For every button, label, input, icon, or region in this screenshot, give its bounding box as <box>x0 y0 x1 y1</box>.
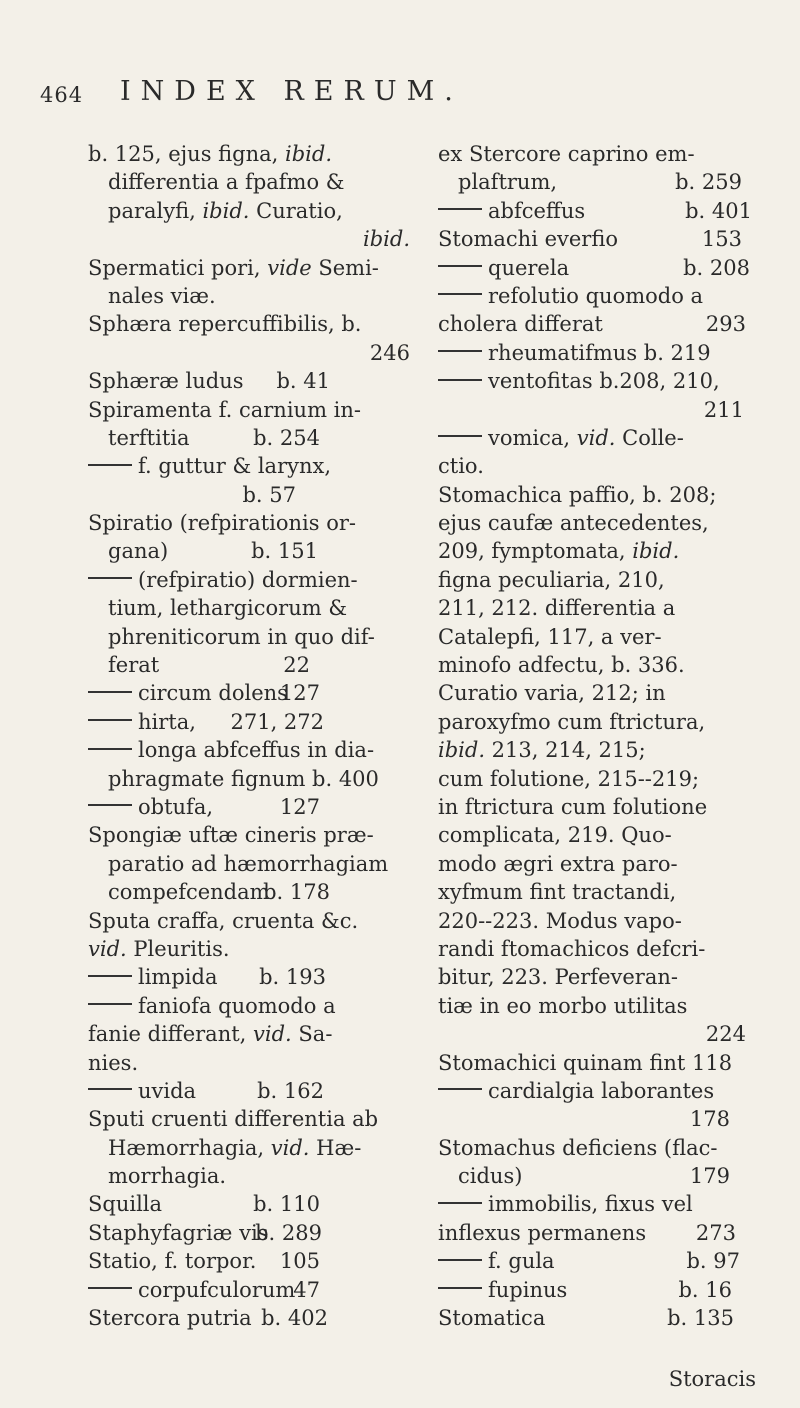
dash-mark <box>88 975 132 977</box>
index-line: 220--223. Modus vapo- <box>438 908 682 933</box>
index-subentry: abfceffus b. 401 <box>438 197 756 225</box>
index-subentry: cardialgia laborantes <box>438 1077 756 1105</box>
index-subentry: rheumatifmus b. 219 <box>438 339 756 367</box>
index-line: terftitia b. 254 <box>108 425 320 450</box>
dash-mark <box>438 1259 482 1261</box>
index-line: morrhagia. <box>108 1164 227 1189</box>
index-line: vid. Pleuritis. <box>88 936 230 961</box>
index-line: gana) b. 151 <box>108 539 318 564</box>
index-entry: Sputi cruenti differentia ab <box>88 1107 379 1132</box>
index-line: phragmate fignum b. 400 <box>108 766 379 791</box>
index-line: nales viæ. <box>108 283 216 308</box>
index-entry: Stomachi everfio 153 <box>438 227 742 252</box>
index-subentry: corpufculorum 47 <box>88 1276 410 1304</box>
dash-mark <box>438 293 482 295</box>
index-line: Hæmorrhagia, vid. Hæ- <box>108 1135 362 1160</box>
index-line: minofo adfectu, b. 336. <box>438 653 685 678</box>
index-entry: Spiramenta f. carnium in- <box>88 397 361 422</box>
index-entry: Sphæra repercuffibilis, b. <box>88 312 362 337</box>
index-entry: Staphyfagriæ vis b. 289 <box>88 1220 322 1245</box>
index-line: 246 <box>369 340 410 365</box>
index-line: compefcendam b. 178 <box>108 880 330 905</box>
index-line: cidus) 179 <box>458 1164 730 1189</box>
dash-mark <box>438 350 482 352</box>
index-line: ibid. <box>363 227 410 252</box>
dash-mark <box>438 265 482 267</box>
index-subentry: faniofa quomodo a <box>88 992 410 1020</box>
index-subentry: ventofitas b.208, 210, <box>438 367 756 395</box>
index-line: phreniticorum in quo dif- <box>108 624 375 649</box>
index-entry: Spongiæ uftæ cineris præ- <box>88 823 374 848</box>
dash-mark <box>88 464 132 466</box>
index-line: paroxyfmo cum ftrictura, <box>438 709 706 734</box>
index-line: inflexus permanens 273 <box>438 1220 736 1245</box>
left-column <box>88 140 410 1332</box>
index-subentry: limpida b. 193 <box>88 963 410 991</box>
dash-mark <box>88 691 132 693</box>
index-line: fanie differant, vid. Sa- <box>88 1022 333 1047</box>
index-line: cholera differat 293 <box>438 312 746 337</box>
index-subentry: immobilis, fixus vel <box>438 1190 756 1218</box>
index-line: Catalepfi, 117, a ver- <box>438 624 662 649</box>
dash-mark <box>88 748 132 750</box>
index-line: ejus caufæ antecedentes, <box>438 511 709 536</box>
index-entry: Stomachici quinam fint 118 <box>438 1050 733 1075</box>
index-subentry: f. gula b. 97 <box>438 1247 756 1275</box>
index-entry: Spiratio (refpirationis or- <box>88 511 356 536</box>
index-entry: Squilla b. 110 <box>88 1192 320 1217</box>
page-number: 464 <box>40 83 84 107</box>
dash-mark <box>438 208 482 210</box>
running-title: INDEX RERUM. <box>120 76 463 107</box>
index-entry: Sputa craffa, cruenta &c. <box>88 908 359 933</box>
dash-mark <box>438 435 482 437</box>
right-column <box>438 140 756 1332</box>
dash-mark <box>88 719 132 721</box>
index-line: nies. <box>88 1050 139 1075</box>
index-line: ex Stercore caprino em- <box>438 142 695 166</box>
index-line: cum folutione, 215--219; <box>438 766 700 791</box>
index-line: figna peculiaria, 210, <box>438 567 665 592</box>
index-line: paratio ad hæmorrhagiam <box>108 851 389 876</box>
index-subentry: refolutio quomodo a <box>438 282 756 310</box>
index-line: 178 <box>689 1107 730 1132</box>
index-line: in ftrictura cum folutione <box>438 794 708 819</box>
index-line: 211 <box>703 397 744 422</box>
index-subentry: vomica, vid. Colle- <box>438 424 756 452</box>
index-subentry: obtufa, 127 <box>88 793 410 821</box>
dash-mark <box>438 379 482 381</box>
index-line: 209, fymptomata, ibid. <box>438 539 680 564</box>
index-line: 211, 212. differentia a <box>438 596 676 621</box>
index-line: paralyfi, ibid. Curatio, <box>108 198 343 223</box>
index-entry: Sphæræ ludus b. 41 <box>88 369 330 394</box>
index-subentry: fupinus b. 16 <box>438 1276 756 1304</box>
index-entry: Stomachica paffio, b. 208; <box>438 482 717 507</box>
index-entry: Statio, f. torpor. 105 <box>88 1249 320 1274</box>
index-line: b. 57 <box>242 482 296 507</box>
index-line: complicata, 219. Quo- <box>438 823 672 848</box>
dash-mark <box>88 577 132 579</box>
index-subentry: circum dolens 127 <box>88 679 410 707</box>
index-line: ctio. <box>438 454 484 479</box>
index-entry: Stercora putria b. 402 <box>88 1306 328 1331</box>
index-line: b. 125, ejus figna, ibid. <box>88 142 332 166</box>
dash-mark <box>438 1202 482 1204</box>
dash-mark <box>88 1088 132 1090</box>
index-line: tium, lethargicorum & <box>108 596 348 621</box>
index-line: plaftrum, b. 259 <box>458 170 742 195</box>
index-line: ibid. 213, 214, 215; <box>438 738 646 763</box>
index-subentry: longa abfceffus in dia- <box>88 736 410 764</box>
index-line: xyfmum fint tractandi, <box>438 880 677 905</box>
index-line: ferat 22 <box>108 653 310 678</box>
dash-mark <box>88 1003 132 1005</box>
index-subentry: uvida b. 162 <box>88 1077 410 1105</box>
index-line: tiæ in eo morbo utilitas <box>438 993 688 1018</box>
index-entry: Stomachus deficiens (flac- <box>438 1135 718 1160</box>
index-line: modo ægri extra paro- <box>438 851 678 876</box>
index-line: differentia a fpafmo & <box>108 170 345 195</box>
index-subentry: (refpiratio) dormien- <box>88 566 410 594</box>
index-subentry: hirta, 271, 272 <box>88 708 410 736</box>
index-subentry: f. guttur & larynx, <box>88 452 410 480</box>
index-subentry: querela b. 208 <box>438 254 756 282</box>
dash-mark <box>88 804 132 806</box>
index-line: Curatio varia, 212; in <box>438 681 666 706</box>
dash-mark <box>88 1287 132 1289</box>
dash-mark <box>438 1287 482 1289</box>
dash-mark <box>438 1088 482 1090</box>
index-line: 224 <box>705 1022 746 1047</box>
index-entry: Stomatica b. 135 <box>438 1306 734 1331</box>
index-entry: Spermatici pori, vide Semi- <box>88 255 379 280</box>
index-line: bitur, 223. Perfeveran- <box>438 965 678 990</box>
catchword: Storacis <box>668 1367 756 1391</box>
index-line: randi ftomachicos defcri- <box>438 936 706 961</box>
